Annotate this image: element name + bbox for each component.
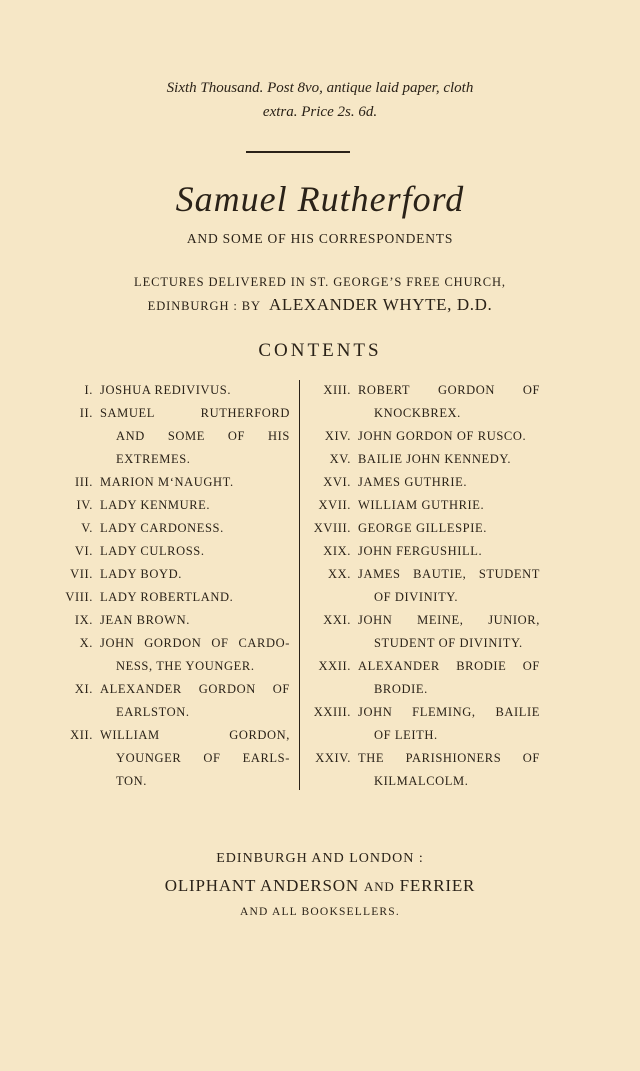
header-line-1: Sixth Thousand. Post 8vo, antique laid paper, cloth — [166, 80, 474, 96]
imprint-line-3: AND ALL BOOKSELLERS. — [240, 906, 400, 918]
contents-entry-word: BAILIE — [495, 705, 540, 719]
contents-entry-line — [100, 636, 290, 651]
contents-entry-number: XIX. — [323, 544, 351, 558]
contents-entry-number: XI. — [74, 682, 93, 696]
contents-entry-line — [100, 728, 290, 743]
contents-entry-word: JAMES — [358, 567, 401, 581]
book-title: Samuel Rutherford — [175, 179, 465, 219]
lectures-prefix: EDINBURGH : BY — [147, 299, 261, 313]
contents-entry-word: JOHN — [358, 705, 393, 719]
contents-entry-number: XVIII. — [313, 521, 351, 535]
contents-entry-word: YOUNGER — [116, 751, 182, 765]
contents-entry-number: XX. — [328, 567, 351, 581]
contents-entry-line — [116, 751, 290, 766]
contents-entry-line: NESS, THE YOUNGER. — [116, 659, 255, 673]
contents-entry-number: XVII. — [318, 498, 351, 512]
contents-entry-word: GORDON — [198, 682, 256, 696]
contents-entry-number: XXI. — [323, 613, 351, 627]
contents-entry-number: XXIV. — [315, 751, 351, 765]
contents-entry-number: II. — [79, 406, 93, 420]
lectures-line-2 — [0, 295, 640, 315]
publisher-name-b: FERRIER — [399, 876, 476, 895]
header-line-2: extra. Price 2s. 6d. — [262, 104, 378, 120]
contents-entry-line: JOSHUA REDIVIVUS. — [100, 383, 232, 397]
contents-heading: CONTENTS — [258, 340, 382, 361]
contents-entry-word: PARISHIONERS — [405, 751, 502, 765]
contents-entry-line: LADY CARDONESS. — [100, 521, 224, 535]
contents-entry-line — [358, 383, 540, 398]
contents-entry-number: VI. — [74, 544, 93, 558]
contents-entry-number: III. — [74, 475, 93, 489]
contents-entry-number: XVI. — [323, 475, 351, 489]
contents-entry-word: JUNIOR, — [488, 613, 540, 627]
contents-entry-line: GEORGE GILLESPIE. — [358, 521, 487, 535]
contents-entry-line — [100, 406, 290, 421]
contents-entry-line: MARION M‘NAUGHT. — [100, 475, 234, 489]
contents-entry-line: TON. — [116, 774, 147, 788]
contents-entry-word: CARDO- — [238, 636, 290, 650]
contents-entry-number: V. — [81, 521, 93, 535]
contents-entry-word: OF — [227, 429, 246, 443]
contents-entry-word: BAUTIE, — [413, 567, 467, 581]
contents-entry-word: EARLS- — [242, 751, 290, 765]
contents-entry-line — [358, 567, 540, 582]
contents-entry-word: OF — [272, 682, 290, 696]
contents-entry-number: IX. — [74, 613, 93, 627]
imprint-line-1: EDINBURGH AND LONDON : — [216, 851, 424, 866]
contents-entry-word: OF — [203, 751, 221, 765]
contents-entry-line: LADY BOYD. — [100, 567, 182, 581]
contents-entry-word: JOHN — [100, 636, 135, 650]
contents-entry-number: IV. — [76, 498, 93, 512]
contents-entry-line: LADY CULROSS. — [100, 544, 205, 558]
contents-entry-line: JAMES GUTHRIE. — [358, 475, 468, 489]
contents-entry-word: SAMUEL — [100, 406, 155, 420]
contents-entry-line: WILLIAM GUTHRIE. — [358, 498, 485, 512]
contents-entry-number: XIV. — [324, 429, 351, 443]
contents-entry-line — [358, 705, 540, 720]
contents-entry-line: KNOCKBREX. — [374, 406, 461, 420]
contents-entry-line: STUDENT OF DIVINITY. — [374, 636, 523, 650]
contents-entry-word: AND — [116, 429, 145, 443]
publisher-name-a: OLIPHANT ANDERSON — [164, 876, 359, 895]
contents-entry-line: BRODIE. — [374, 682, 428, 696]
contents-entry-word: ALEXANDER — [358, 659, 440, 673]
contents-entry-word: ALEXANDER — [100, 682, 182, 696]
divider-rule — [246, 151, 350, 153]
contents-entry-word: WILLIAM — [100, 728, 160, 742]
contents-entry-number: I. — [84, 383, 93, 397]
contents-entry-word: OF — [522, 659, 540, 673]
contents-entry-word: GORDON — [144, 636, 202, 650]
contents-entry-line — [358, 659, 540, 674]
contents-entry-word: HIS — [268, 429, 290, 443]
contents-entry-word: OF — [522, 751, 540, 765]
contents-entry-number: XII. — [70, 728, 93, 742]
contents-entry-number: VIII. — [65, 590, 93, 604]
contents-entry-line — [116, 429, 290, 444]
contents-entry-word: OF — [211, 636, 229, 650]
contents-entry-line: KILMALCOLM. — [374, 774, 469, 788]
contents-entry-number: X. — [79, 636, 93, 650]
contents-entry-line: EXTREMES. — [116, 452, 191, 466]
contents-entry-line: JOHN FERGUSHILL. — [358, 544, 483, 558]
contents-entry-line — [358, 613, 540, 628]
contents-entry-line: BAILIE JOHN KENNEDY. — [358, 452, 512, 466]
contents-entry-number: XXIII. — [313, 705, 351, 719]
contents-entry-word: MEINE, — [417, 613, 464, 627]
contents-entry-line: JOHN GORDON OF RUSCO. — [358, 429, 527, 443]
contents-entry-word: RUTHERFORD — [200, 406, 290, 420]
contents-entry-word: STUDENT — [478, 567, 540, 581]
contents-entry-line: JEAN BROWN. — [100, 613, 190, 627]
contents-entry-line: LADY KENMURE. — [100, 498, 211, 512]
contents-entry-word: BRODIE — [456, 659, 507, 673]
publisher-and: AND — [364, 879, 395, 894]
contents-entry-word: SOME — [167, 429, 205, 443]
contents-entry-number: XXII. — [318, 659, 351, 673]
contents-entry-line — [100, 682, 290, 697]
contents-entry-line: OF LEITH. — [374, 728, 438, 742]
contents-entry-line: EARLSTON. — [116, 705, 190, 719]
contents-entry-number: XIII. — [323, 383, 351, 397]
author-name: ALEXANDER WHYTE, D.D. — [268, 295, 493, 314]
contents-entry-line — [358, 751, 540, 766]
contents-entry-line: LADY ROBERTLAND. — [100, 590, 234, 604]
book-subtitle: AND SOME OF HIS CORRESPONDENTS — [186, 231, 454, 246]
lectures-line-1: LECTURES DELIVERED IN ST. GEORGE’S FREE CHURCH, — [134, 275, 506, 289]
contents-entry-number: XV. — [329, 452, 351, 466]
imprint-publisher — [0, 876, 640, 896]
contents-entry-word: THE — [358, 751, 385, 765]
column-divider — [299, 380, 300, 790]
contents-entry-number: VII. — [70, 567, 93, 581]
contents-entry-word: JOHN — [358, 613, 393, 627]
contents-entry-word: GORDON, — [229, 728, 290, 742]
contents-entry-word: FLEMING, — [412, 705, 476, 719]
contents-entry-word: OF — [522, 383, 540, 397]
contents-entry-line: OF DIVINITY. — [374, 590, 459, 604]
contents-entry-word: ROBERT — [358, 383, 411, 397]
contents-entry-word: GORDON — [437, 383, 496, 397]
